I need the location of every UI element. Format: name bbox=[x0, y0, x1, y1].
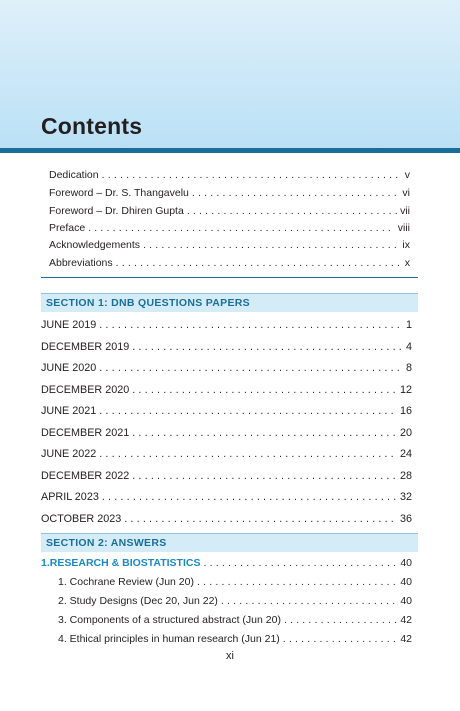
page-number: xi bbox=[226, 650, 234, 662]
toc-entry[interactable] bbox=[41, 512, 412, 526]
toc-label: Preface bbox=[49, 222, 86, 234]
toc-entry-abbreviations[interactable] bbox=[49, 256, 410, 270]
toc-page: 28 bbox=[399, 470, 412, 482]
toc-page: 12 bbox=[399, 384, 412, 396]
leader-dots bbox=[284, 613, 397, 627]
toc-page: ix bbox=[402, 239, 410, 251]
toc-entry[interactable] bbox=[41, 426, 412, 440]
toc-label: JUNE 2021 bbox=[41, 405, 97, 417]
toc-entry[interactable] bbox=[58, 575, 412, 589]
toc-entry[interactable] bbox=[41, 469, 412, 483]
leader-dots bbox=[99, 404, 397, 418]
toc-topic-entry[interactable] bbox=[41, 556, 412, 570]
toc-page: 42 bbox=[400, 633, 412, 645]
toc-label: DECEMBER 2022 bbox=[41, 470, 130, 482]
toc-page: v bbox=[404, 169, 410, 181]
toc-page: vi bbox=[402, 187, 410, 199]
leader-dots bbox=[102, 168, 402, 182]
toc-entry[interactable] bbox=[41, 447, 412, 461]
toc-page: x bbox=[404, 257, 410, 269]
leader-dots bbox=[192, 186, 400, 200]
toc-page: 40 bbox=[400, 576, 412, 588]
toc-entry[interactable] bbox=[41, 318, 412, 332]
leader-dots bbox=[88, 221, 395, 235]
toc-entry-acknowledgements[interactable] bbox=[49, 238, 410, 252]
toc-label: APRIL 2023 bbox=[41, 491, 99, 503]
topic-number: 1. bbox=[41, 557, 50, 569]
toc-page: 20 bbox=[399, 427, 412, 439]
toc-page: 8 bbox=[405, 362, 412, 374]
section-heading-1: SECTION 1: DNB QUESTIONS PAPERS bbox=[41, 293, 418, 312]
toc-label: JUNE 2019 bbox=[41, 319, 97, 331]
leader-dots bbox=[102, 490, 397, 504]
toc-page: 32 bbox=[399, 491, 412, 503]
toc-page: 1 bbox=[405, 319, 412, 331]
leader-dots bbox=[132, 426, 397, 440]
header-rule bbox=[0, 148, 460, 153]
toc-label: Foreword – Dr. S. Thangavelu bbox=[49, 187, 189, 199]
toc-entry[interactable] bbox=[41, 490, 412, 504]
toc-page: 4 bbox=[405, 341, 412, 353]
toc-label: JUNE 2020 bbox=[41, 362, 97, 374]
toc-label: JUNE 2022 bbox=[41, 448, 97, 460]
toc-page: 16 bbox=[399, 405, 412, 417]
leader-dots bbox=[99, 361, 403, 375]
toc-entry[interactable] bbox=[58, 594, 412, 608]
leader-dots bbox=[116, 256, 402, 270]
divider bbox=[41, 277, 418, 278]
leader-dots bbox=[197, 575, 397, 589]
leader-dots bbox=[203, 556, 397, 570]
topic-label: RESEARCH & BIOSTATISTICS bbox=[49, 557, 201, 569]
toc-label: Acknowledgements bbox=[49, 239, 141, 251]
toc-entry[interactable] bbox=[41, 340, 412, 354]
toc-label: 2. Study Designs (Dec 20, Jun 22) bbox=[58, 595, 218, 607]
toc-label: 4. Ethical principles in human research (Jun 21) bbox=[58, 633, 280, 645]
toc-entry-dedication[interactable] bbox=[49, 168, 410, 182]
toc-page: 40 bbox=[400, 557, 412, 569]
toc-entry-foreword-thangavelu[interactable] bbox=[49, 186, 410, 200]
toc-entry[interactable] bbox=[41, 404, 412, 418]
toc-label: DECEMBER 2021 bbox=[41, 427, 130, 439]
toc-label: Abbreviations bbox=[49, 257, 113, 269]
leader-dots bbox=[99, 447, 397, 461]
leader-dots bbox=[283, 632, 398, 646]
toc-entry-preface[interactable] bbox=[49, 221, 410, 235]
toc-page: 40 bbox=[400, 595, 412, 607]
leader-dots bbox=[99, 318, 403, 332]
toc-entry[interactable] bbox=[41, 361, 412, 375]
toc-label: 3. Components of a structured abstract (Jun 20) bbox=[58, 614, 281, 626]
toc-page: 24 bbox=[399, 448, 412, 460]
toc-label: DECEMBER 2019 bbox=[41, 341, 130, 353]
section-heading-2: SECTION 2: ANSWERS bbox=[41, 533, 418, 552]
toc-entry[interactable] bbox=[58, 613, 412, 627]
toc-page: 36 bbox=[399, 513, 412, 525]
leader-dots bbox=[221, 594, 397, 608]
toc-label: Dedication bbox=[49, 169, 99, 181]
toc-label: OCTOBER 2023 bbox=[41, 513, 122, 525]
leader-dots bbox=[143, 238, 399, 252]
leader-dots bbox=[124, 512, 397, 526]
toc-entry-foreword-gupta[interactable] bbox=[49, 204, 410, 218]
toc-page: 42 bbox=[400, 614, 412, 626]
toc-label: DECEMBER 2020 bbox=[41, 384, 130, 396]
toc-page: viii bbox=[397, 222, 410, 234]
leader-dots bbox=[132, 383, 397, 397]
leader-dots bbox=[187, 204, 397, 218]
leader-dots bbox=[132, 340, 403, 354]
toc-label: Foreword – Dr. Dhiren Gupta bbox=[49, 205, 184, 217]
leader-dots bbox=[132, 469, 397, 483]
toc-entry[interactable] bbox=[58, 632, 412, 646]
toc-label: 1. Cochrane Review (Jun 20) bbox=[58, 576, 194, 588]
page-title: Contents bbox=[41, 113, 143, 139]
toc-page: vii bbox=[400, 205, 410, 217]
toc-entry[interactable] bbox=[41, 383, 412, 397]
